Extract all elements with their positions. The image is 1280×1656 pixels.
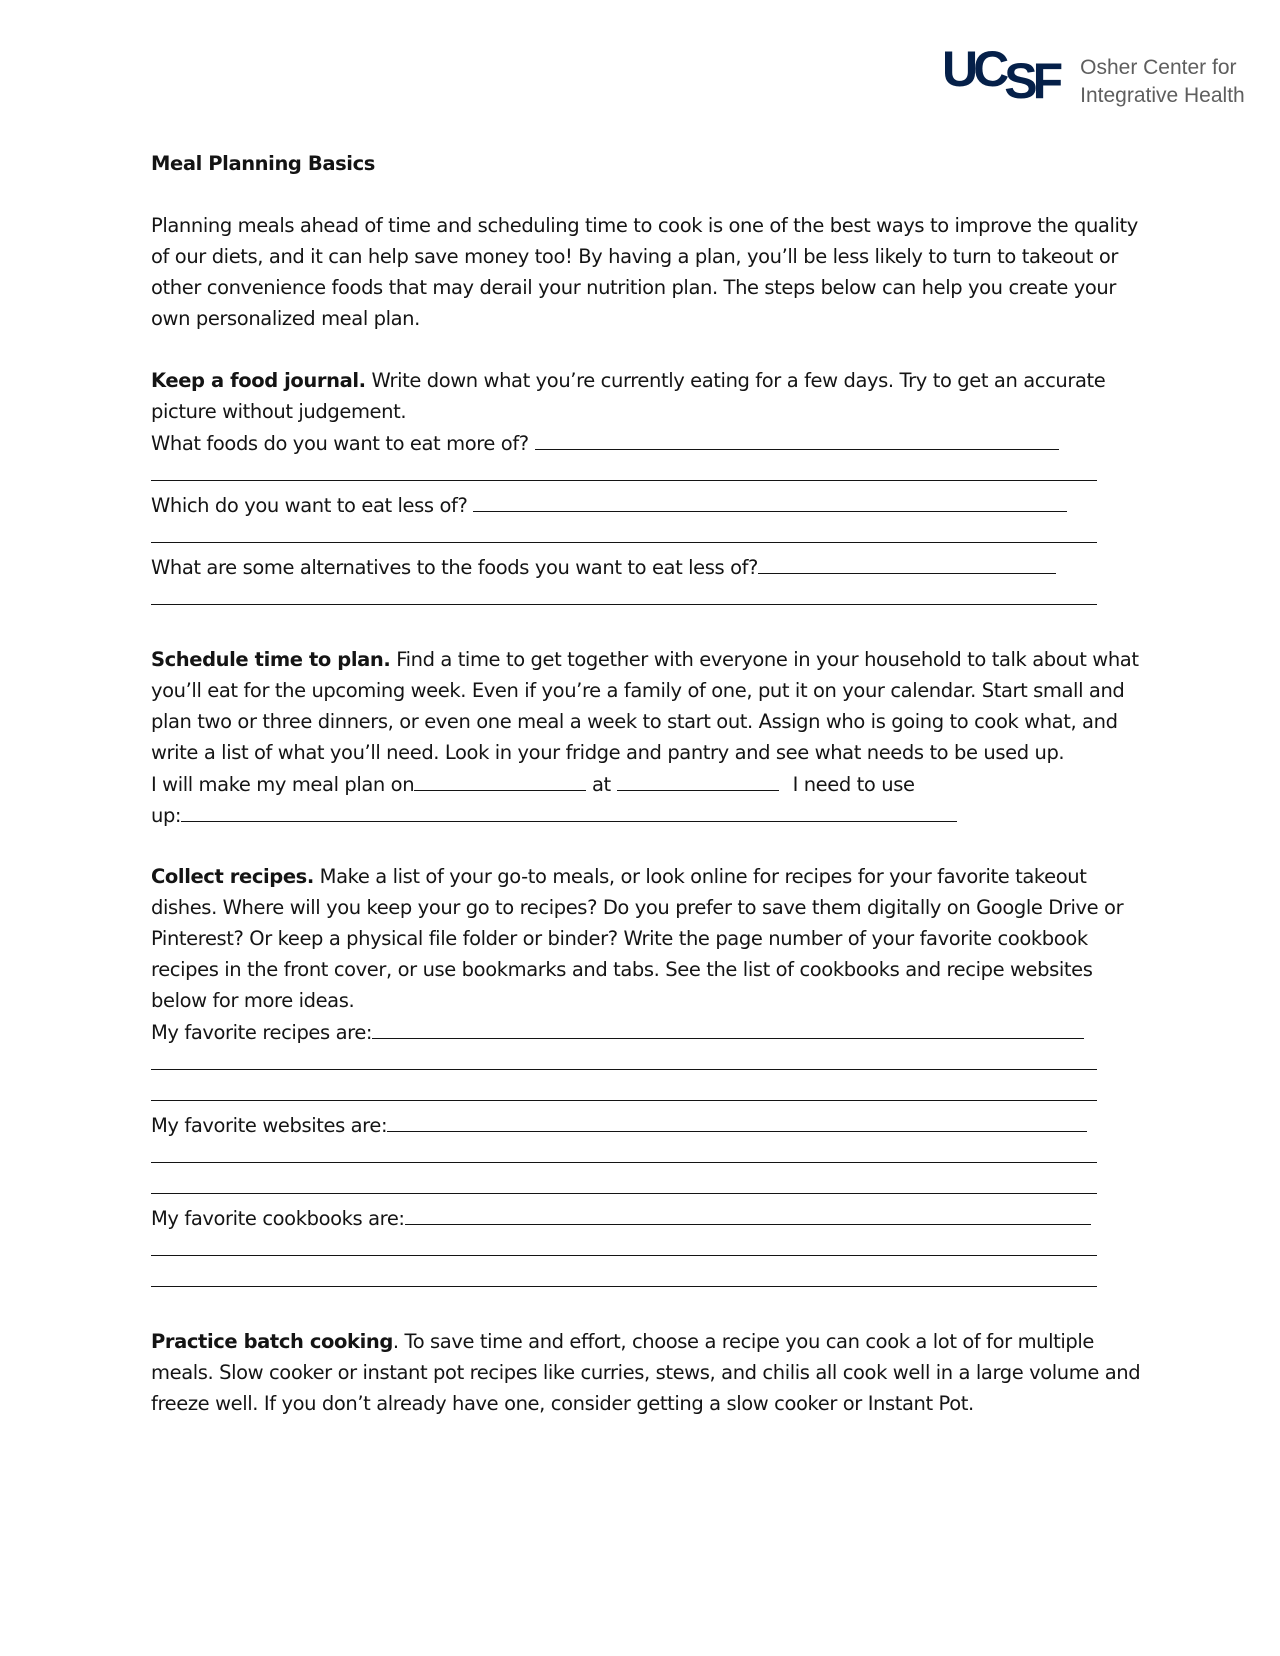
meal-plan-line — [151, 768, 1141, 799]
schedule-paragraph — [151, 644, 1141, 768]
answer-line — [151, 1264, 1141, 1295]
eat-less-field[interactable] — [473, 489, 1067, 512]
batch-cooking-text: . To save time and effort, choose a recipe you can cook a lot of for multiple meals. Slow cooker or instant pot recipes like curries, stews, and chilis all cook well in a large volume and freeze well. If you don’t already have one, consider getting a slow cooker or Instant Pot. — [151, 1330, 1141, 1415]
need-to-use-label: I need to use — [792, 773, 915, 796]
favorite-recipes-field-line2[interactable] — [151, 1047, 1097, 1070]
ucsf-osher-logo — [942, 40, 1245, 110]
eat-more-field-line2[interactable] — [151, 458, 1097, 481]
alternatives-field[interactable] — [758, 551, 1056, 574]
question-eat-less-label: Which do you want to eat less of? — [151, 494, 474, 517]
logo-org-line2: Integrative Health — [1080, 84, 1245, 107]
plan-day-field[interactable] — [414, 768, 586, 791]
food-journal-paragraph — [151, 365, 1141, 427]
logo-org-name — [1080, 54, 1245, 110]
ucsf-logo-mark — [942, 40, 1059, 109]
batch-cooking-heading: Practice batch cooking — [151, 1330, 393, 1353]
favorite-websites-field[interactable] — [387, 1109, 1087, 1132]
use-up-line — [151, 799, 1141, 830]
schedule-text: Find a time to get together with everyone in your household to talk about what you’ll eat for the upcoming week. Even if you’re a family of one, put it on your calendar. Start small and plan two or three dinners, or even one meal a week to start out. Assign who is going to cook what, and write a list of what you’ll need. Look in your fridge and pantry and see what needs to be used up. — [151, 648, 1139, 764]
logo-org-line1: Osher Center for — [1080, 56, 1237, 79]
answer-line — [151, 458, 1141, 489]
section-collect-recipes — [151, 861, 1141, 1295]
eat-more-field[interactable] — [535, 427, 1059, 450]
favorite-cookbooks-line — [151, 1202, 1141, 1233]
question-eat-more — [151, 427, 1141, 458]
answer-line — [151, 1140, 1141, 1171]
batch-cooking-paragraph — [151, 1326, 1141, 1419]
section-food-journal — [151, 365, 1141, 613]
logo-mark-sf: SF — [1004, 53, 1059, 109]
section-schedule — [151, 644, 1141, 830]
plan-time-field[interactable] — [617, 768, 779, 791]
use-up-field[interactable] — [181, 799, 957, 822]
favorite-cookbooks-field-line3[interactable] — [151, 1264, 1097, 1287]
question-eat-less — [151, 489, 1141, 520]
question-alternatives-label: What are some alternatives to the foods you want to eat less of? — [151, 556, 759, 579]
favorite-websites-field-line2[interactable] — [151, 1140, 1097, 1163]
food-journal-text: Write down what you’re currently eating for a few days. Try to get an accurate picture without judgement. — [151, 369, 1106, 423]
eat-less-field-line2[interactable] — [151, 520, 1097, 543]
collect-recipes-text: Make a list of your go-to meals, or look online for recipes for your favorite takeout dishes. Where will you keep your go to recipes? Do you prefer to save them digitally on Google Drive or Pinterest? Or keep a physical file folder or binder? Write the page number of your favorite cookbook recipes in the front cover, or use bookmarks and tabs. See the list of cookbooks and recipe websites below for more ideas. — [151, 865, 1124, 1012]
section-batch-cooking — [151, 1326, 1141, 1419]
favorite-websites-line — [151, 1109, 1141, 1140]
favorite-recipes-field-line3[interactable] — [151, 1078, 1097, 1101]
alternatives-field-line2[interactable] — [151, 582, 1097, 605]
favorite-websites-field-line3[interactable] — [151, 1171, 1097, 1194]
answer-line — [151, 1078, 1141, 1109]
plan-on-label: I will make my meal plan on — [151, 773, 415, 796]
up-label: up: — [151, 804, 182, 827]
answer-line — [151, 1047, 1141, 1078]
food-journal-heading: Keep a food journal. — [151, 369, 366, 392]
question-alternatives — [151, 551, 1141, 582]
favorite-cookbooks-field-line2[interactable] — [151, 1233, 1097, 1256]
intro-paragraph: Planning meals ahead of time and scheduling time to cook is one of the best ways to improve the quality of our diets, and it can help save money too! By having a plan, you’ll be less likely to turn to takeout or other convenience foods that may derail your nutrition plan. The steps below can help you create your own personalized meal plan. — [151, 214, 1138, 330]
page-title: Meal Planning Basics — [151, 152, 375, 175]
answer-line — [151, 582, 1141, 613]
favorite-cookbooks-field[interactable] — [405, 1202, 1091, 1225]
favorite-recipes-field[interactable] — [372, 1016, 1084, 1039]
answer-line — [151, 1171, 1141, 1202]
at-label: at — [586, 773, 617, 796]
answer-line — [151, 1233, 1141, 1264]
logo-mark-uc: UC — [942, 41, 1005, 97]
collect-recipes-paragraph — [151, 861, 1141, 1016]
favorite-recipes-label: My favorite recipes are: — [151, 1021, 373, 1044]
question-eat-more-label: What foods do you want to eat more of? — [151, 432, 535, 455]
document-body — [151, 148, 1141, 1419]
favorite-recipes-line — [151, 1016, 1141, 1047]
collect-recipes-heading: Collect recipes. — [151, 865, 314, 888]
favorite-websites-label: My favorite websites are: — [151, 1114, 388, 1137]
answer-line — [151, 520, 1141, 551]
schedule-heading: Schedule time to plan. — [151, 648, 391, 671]
favorite-cookbooks-label: My favorite cookbooks are: — [151, 1207, 405, 1230]
